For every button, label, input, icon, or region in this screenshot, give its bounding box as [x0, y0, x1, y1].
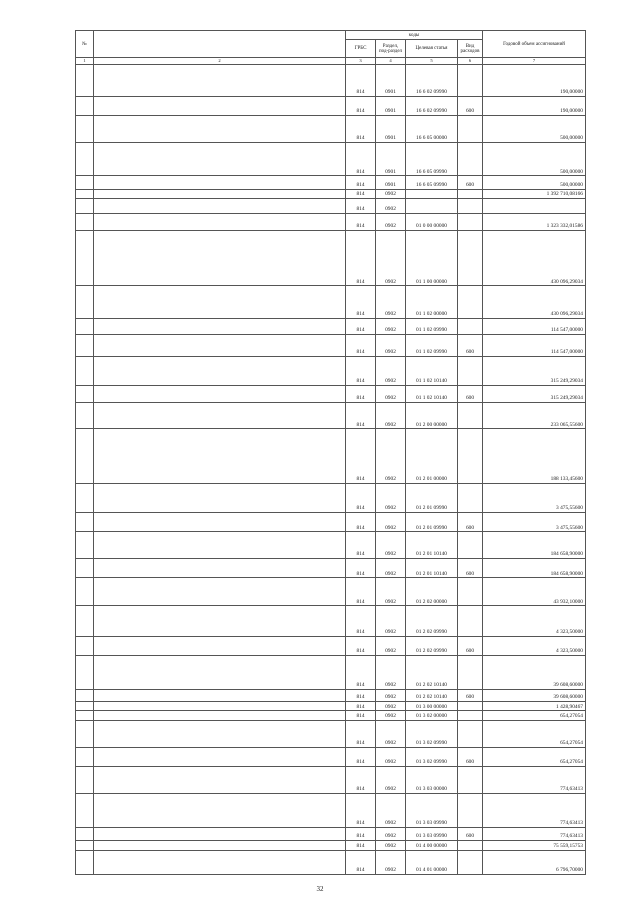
razdel-cell: 0902 — [376, 334, 406, 356]
sum-cell: 654,27054 — [483, 747, 586, 766]
row-num-cell — [76, 65, 94, 97]
sum-cell: 233 065,55600 — [483, 402, 586, 429]
cs-cell: 01 3 03 09990 — [406, 793, 458, 827]
sum-cell: 75 559,15753 — [483, 841, 586, 850]
cs-cell: 01 2 02 09990 — [406, 606, 458, 636]
row-name-cell — [94, 142, 346, 176]
budget-table — [75, 30, 586, 875]
cs-cell: 01 2 01 09990 — [406, 513, 458, 532]
row-name-cell — [94, 767, 346, 794]
table-row — [76, 402, 586, 429]
table-row — [76, 702, 586, 711]
col-grbs-header: ГРБС — [346, 40, 376, 58]
sum-cell: 190,00000 — [483, 65, 586, 97]
cs-cell: 01 2 01 10140 — [406, 559, 458, 578]
sum-cell: 4 323,50000 — [483, 636, 586, 655]
grbs-cell: 814 — [346, 656, 376, 690]
vr-cell: 600 — [458, 96, 483, 115]
sum-cell: 39 608,60000 — [483, 689, 586, 701]
row-name-cell — [94, 559, 346, 578]
sum-cell — [483, 199, 586, 214]
row-name-cell — [94, 176, 346, 189]
razdel-cell: 0902 — [376, 189, 406, 198]
cs-cell: 01 2 01 10140 — [406, 532, 458, 559]
row-name-cell — [94, 747, 346, 766]
grbs-cell: 814 — [346, 199, 376, 214]
razdel-cell: 0902 — [376, 286, 406, 319]
index-cell: 5 — [406, 58, 458, 65]
cs-cell: 01 1 02 09990 — [406, 319, 458, 335]
row-num-cell — [76, 189, 94, 198]
table-row — [76, 334, 586, 356]
row-name-cell — [94, 385, 346, 402]
razdel-cell: 0902 — [376, 606, 406, 636]
row-name-cell — [94, 429, 346, 484]
row-num-cell — [76, 606, 94, 636]
cs-cell: 01 3 02 09990 — [406, 721, 458, 748]
vr-cell — [458, 767, 483, 794]
cs-cell: 01 2 01 09990 — [406, 483, 458, 512]
sum-cell: 654,27054 — [483, 711, 586, 721]
row-num-cell — [76, 142, 94, 176]
vr-cell — [458, 286, 483, 319]
razdel-cell: 0902 — [376, 702, 406, 711]
col-cs-header: Целевая статья — [406, 40, 458, 58]
sum-cell: 430 096,29034 — [483, 230, 586, 286]
razdel-cell: 0902 — [376, 429, 406, 484]
grbs-cell: 814 — [346, 850, 376, 874]
vr-cell — [458, 115, 483, 142]
index-cell: 4 — [376, 58, 406, 65]
cs-cell: 01 4 01 00000 — [406, 850, 458, 874]
sum-cell: 654,27054 — [483, 721, 586, 748]
grbs-cell: 814 — [346, 356, 376, 385]
row-name-cell — [94, 513, 346, 532]
sum-cell: 3 475,55600 — [483, 483, 586, 512]
row-name-cell — [94, 702, 346, 711]
grbs-cell: 814 — [346, 115, 376, 142]
sum-cell: 500,00000 — [483, 115, 586, 142]
row-num-cell — [76, 721, 94, 748]
row-name-cell — [94, 286, 346, 319]
column-index-row — [76, 58, 586, 65]
row-num-cell — [76, 230, 94, 286]
razdel-cell: 0901 — [376, 96, 406, 115]
vr-cell — [458, 532, 483, 559]
table-row — [76, 827, 586, 840]
vr-cell: 600 — [458, 513, 483, 532]
table-row — [76, 606, 586, 636]
row-name-cell — [94, 230, 346, 286]
sum-cell: 315 249,29034 — [483, 385, 586, 402]
vr-cell: 600 — [458, 747, 483, 766]
cs-cell: 16 6 05 09990 — [406, 176, 458, 189]
col-name-header — [94, 31, 346, 58]
row-num-cell — [76, 532, 94, 559]
row-num-cell — [76, 841, 94, 850]
cs-cell: 01 3 02 00000 — [406, 711, 458, 721]
cs-cell: 01 2 02 10140 — [406, 656, 458, 690]
vr-cell — [458, 606, 483, 636]
vr-cell — [458, 793, 483, 827]
razdel-cell: 0902 — [376, 689, 406, 701]
cs-cell: 01 2 02 10140 — [406, 689, 458, 701]
cs-cell — [406, 199, 458, 214]
vr-cell — [458, 850, 483, 874]
grbs-cell: 814 — [346, 841, 376, 850]
vr-cell — [458, 429, 483, 484]
row-num-cell — [76, 429, 94, 484]
razdel-cell: 0902 — [376, 711, 406, 721]
table-body — [76, 65, 586, 875]
sum-cell: 39 608,60000 — [483, 656, 586, 690]
vr-cell: 600 — [458, 827, 483, 840]
row-num-cell — [76, 656, 94, 690]
row-num-cell — [76, 199, 94, 214]
razdel-cell: 0902 — [376, 747, 406, 766]
cs-cell: 16 6 02 09990 — [406, 96, 458, 115]
table-row — [76, 721, 586, 748]
grbs-cell: 814 — [346, 532, 376, 559]
cs-cell: 16 6 05 09990 — [406, 142, 458, 176]
cs-cell: 16 6 02 09990 — [406, 65, 458, 97]
grbs-cell: 814 — [346, 689, 376, 701]
table-row — [76, 115, 586, 142]
row-name-cell — [94, 532, 346, 559]
razdel-cell: 0901 — [376, 115, 406, 142]
row-num-cell — [76, 176, 94, 189]
vr-cell — [458, 402, 483, 429]
vr-cell: 600 — [458, 176, 483, 189]
vr-cell — [458, 702, 483, 711]
row-name-cell — [94, 189, 346, 198]
grbs-cell: 814 — [346, 402, 376, 429]
row-num-cell — [76, 636, 94, 655]
row-name-cell — [94, 402, 346, 429]
vr-cell — [458, 711, 483, 721]
col-num-header: № — [76, 31, 94, 58]
row-num-cell — [76, 747, 94, 766]
vr-cell — [458, 230, 483, 286]
razdel-cell: 0902 — [376, 385, 406, 402]
cs-cell: 01 1 02 09990 — [406, 334, 458, 356]
grbs-cell: 814 — [346, 513, 376, 532]
razdel-cell: 0902 — [376, 230, 406, 286]
table-row — [76, 711, 586, 721]
table-row — [76, 319, 586, 335]
col-vr-header: Вид расходов — [458, 40, 483, 58]
table-row — [76, 176, 586, 189]
table-row — [76, 513, 586, 532]
sum-cell: 6 796,70000 — [483, 850, 586, 874]
vr-cell — [458, 142, 483, 176]
table-row — [76, 689, 586, 701]
vr-cell: 600 — [458, 559, 483, 578]
cs-cell: 16 6 05 00000 — [406, 115, 458, 142]
vr-cell — [458, 319, 483, 335]
razdel-cell: 0902 — [376, 402, 406, 429]
table-row — [76, 356, 586, 385]
row-name-cell — [94, 850, 346, 874]
row-num-cell — [76, 702, 94, 711]
razdel-cell: 0902 — [376, 767, 406, 794]
vr-cell: 600 — [458, 385, 483, 402]
table-row — [76, 199, 586, 214]
row-name-cell — [94, 721, 346, 748]
razdel-cell: 0902 — [376, 841, 406, 850]
cs-cell: 01 3 00 00000 — [406, 702, 458, 711]
cs-cell: 01 4 00 00000 — [406, 841, 458, 850]
row-name-cell — [94, 606, 346, 636]
grbs-cell: 814 — [346, 702, 376, 711]
row-num-cell — [76, 793, 94, 827]
vr-cell — [458, 483, 483, 512]
grbs-cell: 814 — [346, 636, 376, 655]
row-num-cell — [76, 483, 94, 512]
cs-cell: 01 3 03 00000 — [406, 767, 458, 794]
cs-cell: 01 3 03 09990 — [406, 827, 458, 840]
sum-cell: 184 658,90000 — [483, 559, 586, 578]
row-num-cell — [76, 711, 94, 721]
razdel-cell: 0902 — [376, 721, 406, 748]
cs-cell: 01 0 00 00000 — [406, 213, 458, 230]
grbs-cell: 814 — [346, 189, 376, 198]
sum-cell: 1 323 332,01586 — [483, 213, 586, 230]
vr-cell — [458, 841, 483, 850]
row-name-cell — [94, 578, 346, 606]
grbs-cell: 814 — [346, 286, 376, 319]
row-num-cell — [76, 319, 94, 335]
sum-cell: 184 658,90000 — [483, 532, 586, 559]
grbs-cell: 814 — [346, 767, 376, 794]
razdel-cell: 0902 — [376, 356, 406, 385]
index-cell: 1 — [76, 58, 94, 65]
table-row — [76, 578, 586, 606]
grbs-cell: 814 — [346, 559, 376, 578]
vr-cell — [458, 356, 483, 385]
cs-cell — [406, 189, 458, 198]
row-name-cell — [94, 199, 346, 214]
row-num-cell — [76, 334, 94, 356]
sum-cell: 1 428,90467 — [483, 702, 586, 711]
cs-cell: 01 1 02 10140 — [406, 356, 458, 385]
grbs-cell: 814 — [346, 578, 376, 606]
grbs-cell: 814 — [346, 711, 376, 721]
row-name-cell — [94, 827, 346, 840]
grbs-cell: 814 — [346, 793, 376, 827]
col-razdel-header: Раздел, под-раздел — [376, 40, 406, 58]
razdel-cell: 0902 — [376, 578, 406, 606]
table-row — [76, 747, 586, 766]
grbs-cell: 814 — [346, 385, 376, 402]
row-name-cell — [94, 334, 346, 356]
sum-cell: 430 096,29034 — [483, 286, 586, 319]
index-cell: 7 — [483, 58, 586, 65]
row-name-cell — [94, 656, 346, 690]
row-num-cell — [76, 286, 94, 319]
row-num-cell — [76, 578, 94, 606]
row-num-cell — [76, 385, 94, 402]
index-cell: 2 — [94, 58, 346, 65]
cs-cell: 01 1 00 00000 — [406, 230, 458, 286]
vr-cell: 600 — [458, 636, 483, 655]
table-row — [76, 841, 586, 850]
table-row — [76, 767, 586, 794]
sum-cell: 1 392 710,08166 — [483, 189, 586, 198]
razdel-cell: 0902 — [376, 319, 406, 335]
sum-cell: 43 932,10000 — [483, 578, 586, 606]
table-row — [76, 142, 586, 176]
grbs-cell: 814 — [346, 721, 376, 748]
page-number: 32 — [316, 885, 324, 893]
table-row — [76, 483, 586, 512]
vr-cell — [458, 213, 483, 230]
cs-cell: 01 2 02 00000 — [406, 578, 458, 606]
row-name-cell — [94, 711, 346, 721]
row-name-cell — [94, 319, 346, 335]
row-num-cell — [76, 115, 94, 142]
index-cell: 6 — [458, 58, 483, 65]
row-name-cell — [94, 65, 346, 97]
razdel-cell: 0902 — [376, 513, 406, 532]
razdel-cell: 0901 — [376, 65, 406, 97]
row-num-cell — [76, 689, 94, 701]
grbs-cell: 814 — [346, 230, 376, 286]
row-name-cell — [94, 793, 346, 827]
col-sum-header: Годовой объем ассигнований — [483, 31, 586, 58]
row-num-cell — [76, 513, 94, 532]
grbs-cell: 814 — [346, 429, 376, 484]
row-num-cell — [76, 402, 94, 429]
row-name-cell — [94, 356, 346, 385]
row-name-cell — [94, 483, 346, 512]
row-name-cell — [94, 115, 346, 142]
table-row — [76, 850, 586, 874]
cs-cell: 01 2 00 00000 — [406, 402, 458, 429]
grbs-cell: 814 — [346, 96, 376, 115]
table-row — [76, 286, 586, 319]
table-row — [76, 96, 586, 115]
cs-cell: 01 2 01 00000 — [406, 429, 458, 484]
row-num-cell — [76, 827, 94, 840]
vr-cell: 600 — [458, 689, 483, 701]
vr-cell — [458, 65, 483, 97]
sum-cell: 315 249,29034 — [483, 356, 586, 385]
razdel-cell: 0901 — [376, 176, 406, 189]
table-row — [76, 636, 586, 655]
sum-cell: 774,63413 — [483, 793, 586, 827]
sum-cell: 3 475,55600 — [483, 513, 586, 532]
row-name-cell — [94, 213, 346, 230]
cs-cell: 01 2 02 09990 — [406, 636, 458, 655]
vr-cell — [458, 199, 483, 214]
grbs-cell: 814 — [346, 176, 376, 189]
vr-cell: 600 — [458, 334, 483, 356]
razdel-cell: 0902 — [376, 483, 406, 512]
table-row — [76, 532, 586, 559]
cs-cell: 01 1 02 00000 — [406, 286, 458, 319]
sum-cell: 114 547,00000 — [483, 319, 586, 335]
vr-cell — [458, 721, 483, 748]
sum-cell: 774,63413 — [483, 827, 586, 840]
sum-cell: 500,00000 — [483, 142, 586, 176]
row-num-cell — [76, 559, 94, 578]
sum-cell: 774,63413 — [483, 767, 586, 794]
table-row — [76, 429, 586, 484]
table-row — [76, 189, 586, 198]
cs-cell: 01 1 02 10140 — [406, 385, 458, 402]
row-num-cell — [76, 356, 94, 385]
row-name-cell — [94, 689, 346, 701]
razdel-cell: 0902 — [376, 827, 406, 840]
sum-cell: 4 323,50000 — [483, 606, 586, 636]
sum-cell: 188 133,45600 — [483, 429, 586, 484]
table-row — [76, 213, 586, 230]
razdel-cell: 0902 — [376, 213, 406, 230]
codes-group-header: коды — [346, 31, 483, 40]
razdel-cell: 0902 — [376, 199, 406, 214]
grbs-cell: 814 — [346, 213, 376, 230]
table-row — [76, 793, 586, 827]
cs-cell: 01 3 02 09990 — [406, 747, 458, 766]
table-row — [76, 559, 586, 578]
table-row — [76, 656, 586, 690]
row-num-cell — [76, 767, 94, 794]
razdel-cell: 0902 — [376, 636, 406, 655]
row-num-cell — [76, 96, 94, 115]
grbs-cell: 814 — [346, 747, 376, 766]
grbs-cell: 814 — [346, 483, 376, 512]
row-name-cell — [94, 636, 346, 655]
table-row — [76, 230, 586, 286]
row-num-cell — [76, 213, 94, 230]
grbs-cell: 814 — [346, 334, 376, 356]
grbs-cell: 814 — [346, 319, 376, 335]
razdel-cell: 0902 — [376, 850, 406, 874]
grbs-cell: 814 — [346, 606, 376, 636]
table-row — [76, 65, 586, 97]
index-cell: 3 — [346, 58, 376, 65]
row-num-cell — [76, 850, 94, 874]
razdel-cell: 0901 — [376, 142, 406, 176]
sum-cell: 500,00000 — [483, 176, 586, 189]
vr-cell — [458, 578, 483, 606]
vr-cell — [458, 189, 483, 198]
row-name-cell — [94, 96, 346, 115]
row-name-cell — [94, 841, 346, 850]
sum-cell: 114 547,00000 — [483, 334, 586, 356]
grbs-cell: 814 — [346, 65, 376, 97]
grbs-cell: 814 — [346, 142, 376, 176]
razdel-cell: 0902 — [376, 559, 406, 578]
table-row — [76, 385, 586, 402]
razdel-cell: 0902 — [376, 532, 406, 559]
razdel-cell: 0902 — [376, 656, 406, 690]
razdel-cell: 0902 — [376, 793, 406, 827]
sum-cell: 190,00000 — [483, 96, 586, 115]
grbs-cell: 814 — [346, 827, 376, 840]
vr-cell — [458, 656, 483, 690]
